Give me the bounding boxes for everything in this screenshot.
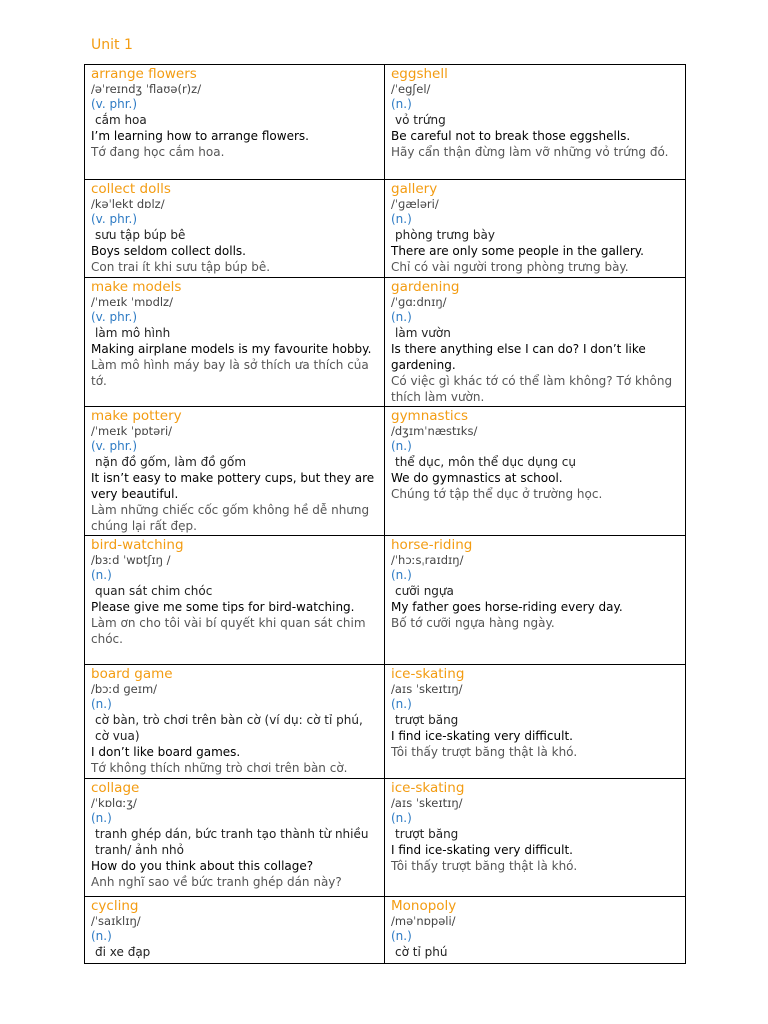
vocab-pos: (n.) — [391, 439, 412, 453]
vocab-pos: (n.) — [391, 212, 412, 226]
vocab-meaning: làm vườn — [395, 326, 451, 340]
vocab-ipa: /dʒɪmˈnæstɪks/ — [391, 424, 478, 438]
table-row — [85, 180, 686, 278]
vocab-translation: Chúng tớ tập thể dục ở trường học. — [391, 487, 603, 501]
vocab-pos: (n.) — [391, 697, 412, 711]
vocab-meaning: nặn đồ gốm, làm đồ gốm — [95, 455, 247, 469]
vocab-pos: (n.) — [91, 697, 112, 711]
vocab-translation: Tôi thấy trượt băng thật là khó. — [391, 859, 578, 873]
vocab-pos: (n.) — [91, 929, 112, 943]
vocab-meaning: tranh ghép dán, bức tranh tạo thành từ nhiều tranh/ ảnh nhỏ — [95, 827, 369, 857]
vocab-word: ice-skating — [391, 666, 465, 682]
vocab-example: There are only some people in the gallery. — [391, 244, 644, 258]
vocab-example: Boys seldom collect dolls. — [91, 244, 246, 258]
vocab-ipa: /bɔːd ɡeɪm/ — [91, 682, 158, 696]
vocab-cell — [85, 779, 385, 897]
vocab-example: Is there anything else I can do? I don’t like gardening. — [391, 342, 646, 372]
vocab-word: collect dolls — [91, 181, 171, 197]
vocab-word: bird-watching — [91, 537, 184, 553]
vocab-pos: (n.) — [391, 811, 412, 825]
vocab-translation: Làm mô hình máy bay là sở thích ưa thích của tớ. — [91, 358, 369, 388]
vocab-example: I find ice-skating very difficult. — [391, 843, 573, 857]
vocab-translation: Tớ đang học cắm hoa. — [91, 145, 225, 159]
table-row — [85, 65, 686, 180]
vocab-word: Monopoly — [391, 898, 457, 914]
vocab-example: I’m learning how to arrange flowers. — [91, 129, 309, 143]
vocab-cell — [85, 180, 385, 278]
vocab-ipa: /kəˈlekt dɒlz/ — [91, 197, 165, 211]
vocab-cell — [385, 180, 686, 278]
vocab-meaning: làm mô hình — [95, 326, 171, 340]
vocab-word: collage — [91, 780, 140, 796]
vocab-translation: Tôi thấy trượt băng thật là khó. — [391, 745, 578, 759]
vocab-example: I find ice-skating very difficult. — [391, 729, 573, 743]
vocab-meaning: sưu tập búp bê — [95, 228, 186, 242]
vocab-example: Please give me some tips for bird-watching. — [91, 600, 355, 614]
table-row — [85, 536, 686, 665]
vocab-meaning: cưỡi ngựa — [395, 584, 454, 598]
vocab-ipa: /məˈnɒpəli/ — [391, 914, 456, 928]
vocab-word: arrange flowers — [91, 66, 197, 82]
vocab-meaning: đi xe đạp — [95, 945, 151, 959]
vocab-cell — [385, 278, 686, 407]
vocab-cell — [85, 407, 385, 536]
vocab-pos: (n.) — [91, 568, 112, 582]
vocab-word: gardening — [391, 279, 460, 295]
vocab-meaning: trượt băng — [395, 827, 459, 841]
vocab-example: Making airplane models is my favourite hobby. — [91, 342, 372, 356]
vocab-ipa: /ˈhɔːsˌraɪdɪŋ/ — [391, 553, 464, 567]
vocab-word: make pottery — [91, 408, 182, 424]
vocab-translation: Con trai ít khi sưu tập búp bê. — [91, 260, 271, 274]
vocab-translation: Làm ơn cho tôi vài bí quyết khi quan sát chim chóc. — [91, 616, 366, 646]
vocab-translation: Hãy cẩn thận đừng làm vỡ những vỏ trứng đó. — [391, 145, 669, 159]
vocab-pos: (v. phr.) — [91, 310, 138, 324]
vocab-word: make models — [91, 279, 182, 295]
vocab-meaning: cờ tỉ phú — [395, 945, 448, 959]
vocab-cell — [385, 536, 686, 665]
table-row — [85, 407, 686, 536]
vocab-word: cycling — [91, 898, 139, 914]
vocab-cell — [385, 407, 686, 536]
vocab-translation: Chỉ có vài người trong phòng trưng bày. — [391, 260, 629, 274]
unit-title: Unit 1 — [91, 37, 133, 53]
vocab-cell — [85, 536, 385, 665]
vocab-word: horse-riding — [391, 537, 473, 553]
vocab-word: gallery — [391, 181, 438, 197]
vocab-cell — [85, 65, 385, 180]
vocab-ipa: /bɜːd ˈwɒtʃɪŋ / — [91, 553, 171, 567]
vocab-example: It isn’t easy to make pottery cups, but they are very beautiful. — [91, 471, 375, 501]
vocab-cell — [85, 897, 385, 964]
vocab-pos: (n.) — [391, 568, 412, 582]
vocab-example: My father goes horse-riding every day. — [391, 600, 623, 614]
table-row — [85, 665, 686, 779]
vocab-example: Be careful not to break those eggshells. — [391, 129, 631, 143]
vocab-example: I don’t like board games. — [91, 745, 241, 759]
vocab-ipa: /ˈkɒlɑːʒ/ — [91, 796, 137, 810]
table-row — [85, 779, 686, 897]
vocab-pos: (v. phr.) — [91, 97, 138, 111]
vocab-pos: (v. phr.) — [91, 439, 138, 453]
vocab-example: How do you think about this collage? — [91, 859, 314, 873]
table-row — [85, 278, 686, 407]
table-row — [85, 897, 686, 964]
vocab-translation: Anh nghĩ sao về bức tranh ghép dán này? — [91, 875, 342, 889]
vocab-ipa: /ˈegʃel/ — [391, 82, 431, 96]
vocab-meaning: phòng trưng bày — [395, 228, 495, 242]
vocab-ipa: /aɪs ˈskeɪtɪŋ/ — [391, 682, 463, 696]
vocab-cell — [385, 665, 686, 779]
vocab-pos: (n.) — [391, 97, 412, 111]
vocab-meaning: vỏ trứng — [395, 113, 446, 127]
vocab-word: gymnastics — [391, 408, 469, 424]
vocabulary-table — [84, 64, 686, 964]
vocab-word: eggshell — [391, 66, 448, 82]
vocab-meaning: quan sát chim chóc — [95, 584, 213, 598]
vocab-translation: Bố tớ cưỡi ngựa hàng ngày. — [391, 616, 555, 630]
vocab-translation: Làm những chiếc cốc gốm không hề dễ nhưng chúng lại rất đẹp. — [91, 503, 370, 533]
vocab-ipa: /ˈmeɪk ˈpɒtəri/ — [91, 424, 173, 438]
vocab-ipa: /ˈmeɪk ˈmɒdlz/ — [91, 295, 173, 309]
vocab-meaning: cắm hoa — [95, 113, 147, 127]
vocab-cell — [385, 65, 686, 180]
vocab-pos: (v. phr.) — [91, 212, 138, 226]
vocab-ipa: /ˈɡɑːdnɪŋ/ — [391, 295, 447, 309]
vocab-word: ice-skating — [391, 780, 465, 796]
vocab-translation: Tớ không thích những trò chơi trên bàn cờ. — [91, 761, 348, 775]
vocab-cell — [385, 897, 686, 964]
vocab-meaning: trượt băng — [395, 713, 459, 727]
vocab-ipa: /aɪs ˈskeɪtɪŋ/ — [391, 796, 463, 810]
vocab-meaning: cờ bàn, trò chơi trên bàn cờ (ví dụ: cờ tỉ phú, cờ vua) — [95, 713, 363, 743]
vocab-ipa: /ˈsaɪklɪŋ/ — [91, 914, 141, 928]
vocab-cell — [85, 278, 385, 407]
vocab-word: board game — [91, 666, 173, 682]
vocab-pos: (n.) — [391, 929, 412, 943]
vocab-ipa: /ˈɡæləri/ — [391, 197, 439, 211]
vocab-example: We do gymnastics at school. — [391, 471, 563, 485]
vocab-translation: Có việc gì khác tớ có thể làm không? Tớ không thích làm vườn. — [391, 374, 673, 404]
vocab-ipa: /əˈreɪndʒ ˈflaʊə(r)z/ — [91, 82, 202, 96]
vocab-pos: (n.) — [391, 310, 412, 324]
vocab-meaning: thể dục, môn thể dục dụng cụ — [395, 455, 577, 469]
vocab-pos: (n.) — [91, 811, 112, 825]
vocab-cell — [385, 779, 686, 897]
vocab-cell — [85, 665, 385, 779]
